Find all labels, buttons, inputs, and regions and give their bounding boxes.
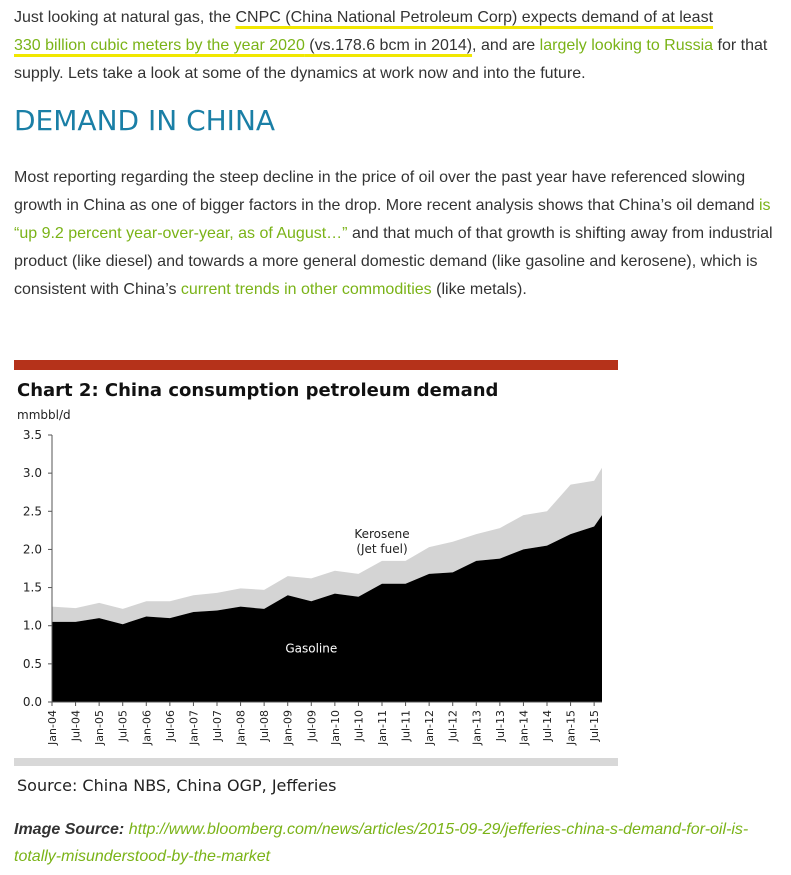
x-tick-label: Jul-10 [352,710,366,742]
y-tick-label: 1.0 [22,618,42,633]
link-330-bcm[interactable]: 330 billion cubic meters by the year 2020 [14,37,305,54]
x-tick-label: Jul-13 [493,710,507,742]
link-oil-demand[interactable]: is “up 9.2 percent year-over-year, as of August…” [14,197,771,242]
x-tick-label: Jan-10 [328,710,342,745]
chart-top-bar [14,360,618,370]
chart-bottom-band [14,758,618,766]
x-tick-label: Jul-15 [588,710,602,742]
x-tick-label: Jul-09 [305,710,319,742]
y-tick-label: 2.5 [22,504,42,519]
chart-annotation: Kerosene [354,526,410,541]
x-tick-label: Jan-04 [46,710,59,745]
x-tick-label: Jan-08 [234,710,248,745]
x-tick-label: Jul-11 [399,710,413,742]
x-tick-label: Jul-06 [163,710,177,742]
chart-title: Chart 2: China consumption petroleum demand [17,380,499,401]
p2-text-3: (like metals). [431,281,527,298]
chart-figure [14,360,618,802]
p1-highlight-vs: (vs.178.6 bcm in 2014) [304,37,473,54]
image-source-line [14,816,784,870]
x-tick-label: Jan-09 [281,710,295,745]
p1-text-1: Just looking at natural gas, the [14,9,236,26]
y-tick-label: 0.5 [22,656,42,671]
intro-paragraph [14,4,784,88]
link-commodities[interactable]: current trends in other commodities [180,281,432,298]
x-tick-label: Jan-12 [423,710,437,745]
chart-svg [14,360,618,802]
x-tick-label: Jan-07 [187,710,201,745]
body-paragraph [14,164,784,304]
y-tick-label: 1.5 [22,580,42,595]
x-tick-label: Jul-05 [116,710,130,742]
p1-highlight-cnpc: CNPC (China National Petroleum Corp) expects demand of at least [235,9,714,26]
x-tick-label: Jan-14 [517,710,531,745]
y-tick-label: 3.5 [22,428,42,442]
x-tick-label: Jul-07 [211,710,224,742]
x-tick-label: Jan-06 [140,710,154,745]
plot-areas [52,468,602,702]
x-tick-label: Jan-15 [564,710,578,745]
x-tick-label: Jan-05 [93,710,107,745]
y-tick-label: 2.0 [22,542,42,557]
image-source-link[interactable]: http://www.bloomberg.com/news/articles/2015-09-29/jefferies-china-s-demand-for-oil-is-totally-misunderstood-by-the-market [14,821,749,865]
x-tick-label: Jul-14 [541,710,554,742]
image-source-label: Image Source: [14,821,125,838]
x-tick-label: Jan-11 [376,710,389,745]
p1-text-2: , and are [472,37,540,54]
chart-annotation: Gasoline [285,641,338,656]
chart-ylabel: mmbbl/d [17,408,71,422]
x-tick-label: Jul-12 [446,710,460,742]
link-russia[interactable]: largely looking to Russia [539,37,714,54]
x-tick-label: Jan-13 [470,710,484,745]
y-tick-label: 0.0 [22,695,42,709]
chart-annotation: (Jet fuel) [356,542,408,557]
x-tick-label: Jul-04 [69,710,83,742]
p2-text-2: and that much of that growth is shifting away from industrial product (like diesel) and towards a more general domestic demand (like gasoline and kerosene), which is consistent with China’s [14,225,773,298]
p1-text-3: for that supply. Lets take a look at some of the dynamics at work now and into the future. [14,37,768,82]
y-ticks [23,428,52,709]
x-ticks [46,702,601,746]
p2-text-1: Most reporting regarding the steep decline in the price of oil over the past year have referenced slowing growth in China as one of bigger factors in the drop. More recent analysis shows that China’s oil demand [14,169,759,214]
y-tick-label: 3.0 [22,466,42,481]
x-tick-label: Jul-08 [258,710,272,742]
section-heading: DEMAND IN CHINA [14,104,276,137]
chart-source: Source: China NBS, China OGP, Jefferies [17,776,337,795]
